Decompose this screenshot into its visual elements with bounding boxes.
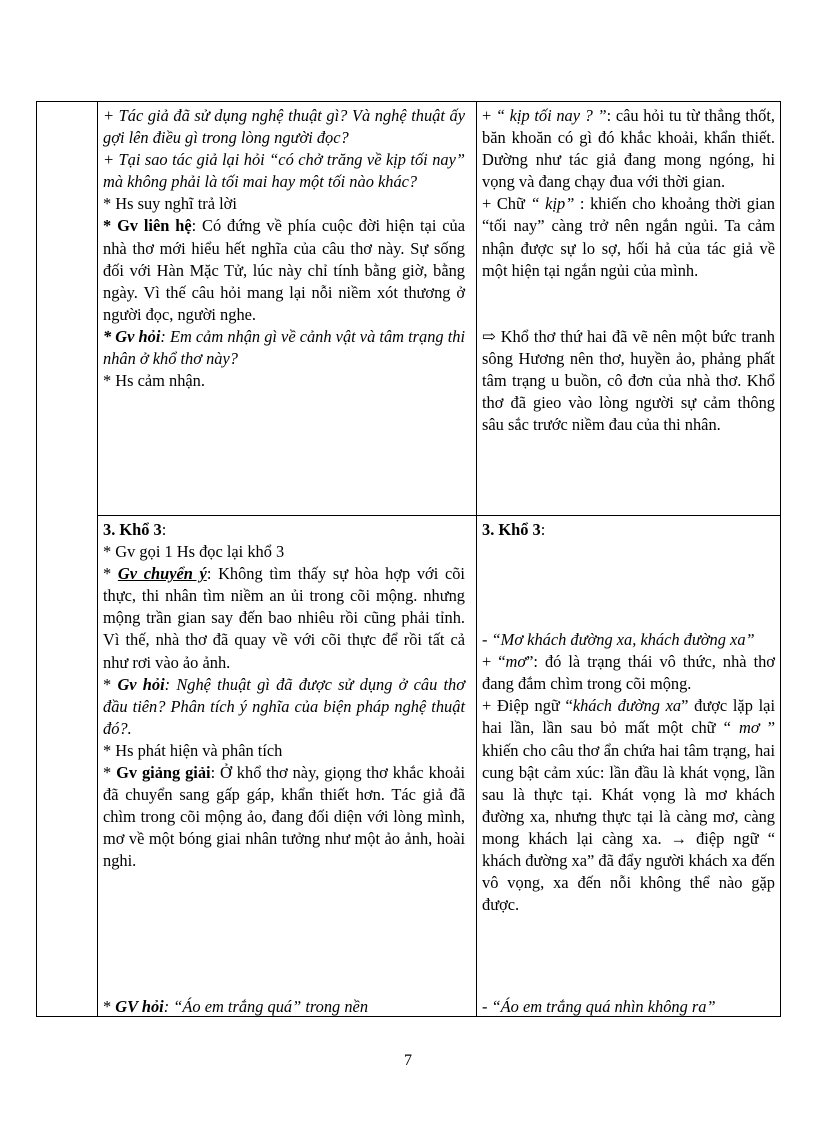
student-feel: * Hs cảm nhận.	[103, 371, 205, 391]
teacher-activity-block-2	[103, 519, 466, 1016]
gv-explain: * Gv giảng giải: Ở khổ thơ này, giọng thơ khắc khoải đã chuyển sang gấp gáp, khẩn thiết hơn. Tác giả đã chìm trong cõi mộng ảo, đang đối diện với lòng mình, mơ về một bóng giai nhân tưởng như một ảo ảnh, hoài nghi.	[103, 763, 465, 871]
question-why: + Tại sao tác giả lại hỏi “có chở trăng về kịp tối nay” mà không phải là tối mai hay một tối nào khác?	[103, 150, 465, 192]
gv-ask-art: * Gv hỏi: Nghệ thuật gì đã được sử dụng ở câu thơ đầu tiên? Phân tích ý nghĩa của biện pháp nghệ thuật đó?.	[103, 674, 466, 738]
last-verse-quote: - “Áo em trắng quá nhìn không ra”	[482, 997, 716, 1016]
arrow-icon: ⇨	[482, 326, 496, 346]
verse-quote: - “Mơ khách đường xa, khách đường xa”	[482, 630, 755, 650]
content-block-1	[482, 105, 775, 436]
lesson-table	[36, 101, 781, 1017]
stanza-conclusion: ⇨ Khổ thơ thứ hai đã vẽ nên một bức tranh sông Hương nên thơ, huyền ảo, phảng phất tâm trạng u buồn, cô đơn của nhà thơ. Khổ thơ đã gieo vào lòng người sự cảm thông sâu sắc trước niềm đau của thi nhân.	[482, 326, 775, 435]
gv-last-question: * GV hỏi: “Áo em trắng quá” trong nền	[103, 997, 369, 1016]
chu-kip-analysis: + Chữ “ kịp” : khiến cho khoảng thời gian “tối nay” càng trở nên ngắn ngủi. Ta cảm nhận được sự lo sợ, hối hả của tác giả về một hiện tại ngắn ngủi của mình.	[482, 194, 776, 280]
teacher-activity-block-1	[103, 105, 465, 392]
page-number: 7	[404, 1052, 412, 1069]
student-answer: * Hs suy nghĩ trả lời	[103, 194, 237, 214]
mo-analysis: + “mơ”: đó là trạng thái vô thức, nhà thơ đang đắm chìm trong cõi mộng.	[482, 652, 775, 694]
column-divider-left	[97, 102, 98, 1016]
kip-analysis: + “ kịp tối nay ? ”: câu hỏi tu từ thẳng thốt, băn khoăn có gì đó khắc khoải, khẩn thiết. Dường như tác giả đang mong ngóng, hi vọng và đang chạy đua với thời gian.	[482, 106, 775, 192]
gv-transition: * Gv chuyển ý: Không tìm thấy sự hòa hợp với cõi thực, thi nhân tìm niềm an ủi trong cõi mộng. nhưng mộng trần gian say đến bao nhiêu rồi cũng phải tỉnh. Vì thế, nhà thơ đã quay về với cõi thực để rồi tất cả như rơi vào ảo ảnh.	[103, 564, 465, 672]
gv-connect: * Gv liên hệ: Có đứng về phía cuộc đời hiện tại của nhà thơ mới hiểu hết nghĩa của câu thơ này. Sự sống đối với Hàn Mặc Tử, lúc này chỉ tính bằng giờ, bằng ngày. Vì thế câu hỏi mang lại nỗi niềm xót thương ở người đọc, người nghe.	[103, 216, 465, 324]
diep-ngu-analysis: + Điệp ngữ “khách đường xa” được lặp lại hai lần, lần sau bỏ mất một chữ “ mơ ” khiến cho câu thơ ẩn chứa hai tâm trạng, hai cung bật cảm xúc: lần đầu là khát vọng, lần sau là thực tại. Khát vọng là mơ khách đường xa, nhưng thực tại là càng mơ, càng mong khách lại càng xa. → điệp ngữ “ khách đường xa” đã đẩy người khách xa đến vô vọng, xa đến nỗi không thể nào gặp được.	[482, 696, 776, 915]
row-divider	[97, 515, 780, 516]
gv-question: * Gv hỏi: Em cảm nhận gì về cảnh vật và tâm trạng thi nhân ở khổ thơ này?	[103, 326, 466, 369]
question-art: + Tác giả đã sử dụng nghệ thuật gì? Và nghệ thuật ấy gợi lên điều gì trong lòng người đọc?	[103, 106, 465, 148]
gv-call-student: * Gv gọi 1 Hs đọc lại khổ 3	[103, 542, 285, 562]
student-analyze: * Hs phát hiện và phân tích	[103, 740, 283, 760]
section-heading-right: 3. Khổ 3:	[482, 520, 546, 539]
section-heading: 3. Khổ 3:	[103, 520, 167, 539]
column-divider-right	[476, 102, 477, 1016]
content-block-2	[482, 519, 776, 1016]
